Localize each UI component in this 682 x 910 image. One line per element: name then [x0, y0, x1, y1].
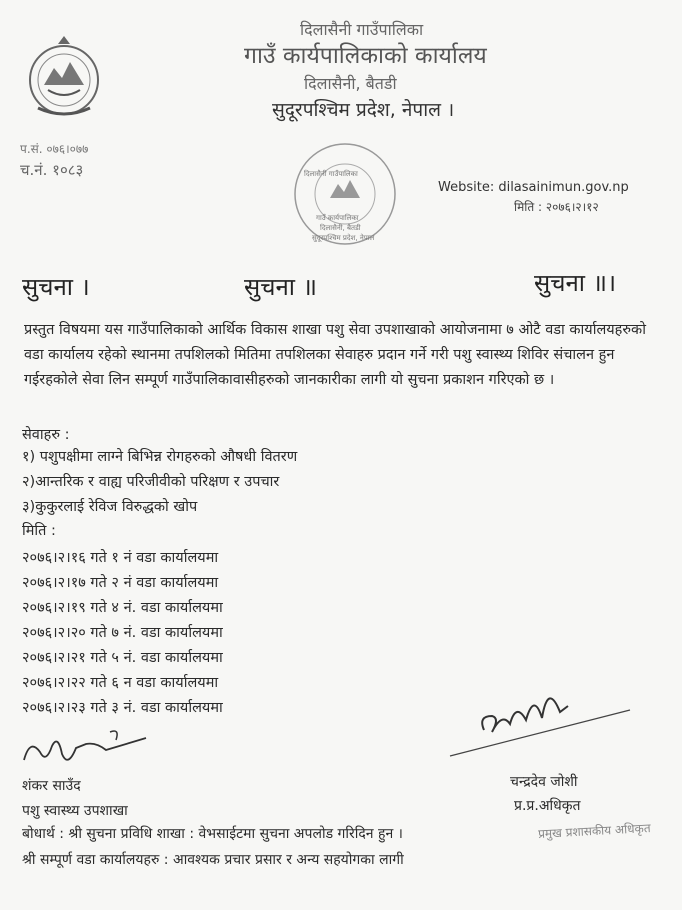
header-municipality: दिलासैनी गाउँपालिका — [300, 20, 424, 39]
header-office: गाउँ कार्यपालिकाको कार्यालय — [244, 43, 487, 69]
left-signature-icon — [16, 724, 166, 774]
header-location: दिलासैनी, बैतडी — [304, 74, 397, 93]
notice-heading-1: सुचना । — [22, 273, 90, 301]
website: Website: dilasainimun.gov.np — [438, 180, 629, 195]
schedule-item: २०७६।२।२० गते ७ नं. वडा कार्यालयमा — [22, 625, 223, 641]
schedule-item: २०७६।२।२३ गते ३ नं. वडा कार्यालयमा — [22, 700, 223, 716]
left-signatory-title: पशु स्वास्थ्य उपशाखा — [22, 803, 128, 819]
service-item: २)आन्तरिक र वाह्य परिजीवीको परिक्षण र उपचार — [22, 474, 280, 490]
service-item: ३)कुकुरलाई रेविज विरुद्धको खोप — [22, 499, 198, 515]
right-signature-icon — [430, 672, 640, 762]
schedule-item: २०७६।२।१९ गते ४ नं. वडा कार्यालयमा — [22, 600, 223, 616]
schedule-item: २०७६।२।१६ गते १ नं वडा कार्यालयमा — [22, 550, 219, 566]
services-label: सेवाहरु : — [22, 427, 70, 443]
seal-text-4: सुदूरपश्चिम प्रदेश, नेपाल — [312, 234, 375, 242]
letter-date: मिति : २०७६।२।१२ — [514, 200, 599, 214]
schedule-item: २०७६।२।२२ गते ६ न वडा कार्यालयमा — [22, 675, 219, 691]
seal-text-3: दिलासैनी, बैतडी — [320, 224, 361, 232]
nepal-emblem-icon — [18, 30, 110, 122]
cc-line: श्री सम्पूर्ण वडा कार्यालयहरु : आवश्यक प्रचार प्रसार र अन्य सहयोगका लागी — [22, 852, 404, 868]
seal-text-1: दिलासैनी गाउँपालिका — [304, 170, 358, 178]
header-province: सुदूरपश्चिम प्रदेश, नेपाल । — [272, 99, 455, 121]
schedule-item: २०७६।२।१७ गते २ नं वडा कार्यालयमा — [22, 575, 219, 591]
cc-line: बोधार्थ : श्री सुचना प्रविधि शाखा : वेभसाईटमा सुचना अपलोड गरिदिन हुन । — [22, 826, 403, 842]
notice-heading-3: सुचना ॥। — [534, 269, 617, 297]
notice-heading-2: सुचना ॥ — [244, 273, 318, 301]
service-item: १) पशुपक्षीमा लाग्ने बिभिन्न रोगहरुको औषधी वितरण — [22, 449, 298, 465]
dates-label: मिति : — [22, 523, 56, 539]
right-signatory-title: प्र.प्र.अधिकृत — [514, 798, 581, 814]
left-signatory-name: शंकर साउँद — [22, 778, 81, 794]
notice-body: प्रस्तुत विषयमा यस गाउँपालिकाको आर्थिक विकास शाखा पशु सेवा उपशाखाको आयोजनामा ७ ओटै वडा कार्यालयहरुको वडा कार्यालय रहेको स्थानमा तपशिलको मितिमा तपशिलका सेवाहरु प्रदान गर्ने गरी पशु स्वास्थ्य शिविर संचालन हुन गईरहकोले सेवा लिन सम्पूर्ण गाउँपालिकावासीहरुको जानकारीका लागी यो सुचना प्रकाशन गरिएको छ । — [24, 322, 646, 388]
fiscal-year: प.सं. ०७६।०७७ — [20, 142, 89, 156]
officer-stamp: प्रमुख प्रशासकीय अधिकृत — [537, 821, 651, 841]
seal-text-2: गाउँ कार्यपालिका — [316, 214, 359, 222]
dispatch-number: च.नं. १०८३ — [20, 161, 84, 179]
schedule-item: २०७६।२।२१ गते ५ नं. वडा कार्यालयमा — [22, 650, 223, 666]
office-seal-icon — [286, 140, 404, 248]
right-signatory-name: चन्द्रदेव जोशी — [510, 774, 578, 790]
